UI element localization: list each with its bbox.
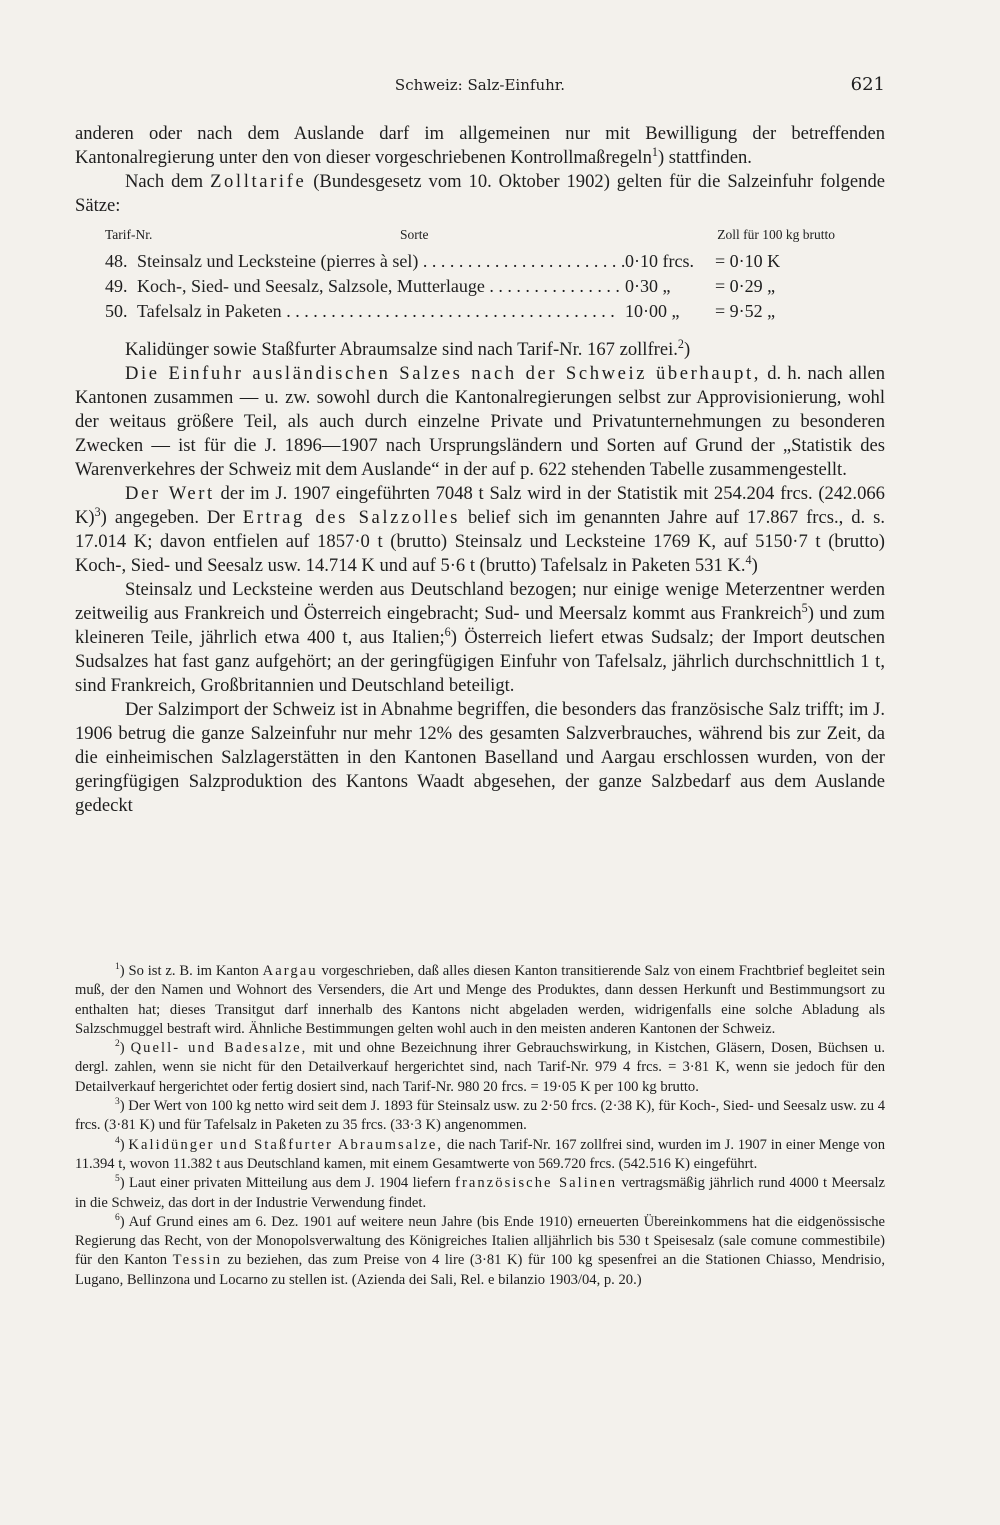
import-text: Der Salzimport der Schweiz ist in Abnahme begriffen, die besonders das französische Salz trifft; im J. 1906 betrug die ganze Salzeinfuhr nur mehr 12% des gesamten Salzverbrauches, während bis zur Zeit, da die einheimischen Salzlagerstätten in den Kantonen Baselland und Aargau erschlossen wurden, von der geringfügigen Salzproduktion des Kantons Waadt abgesehen, der ganze Salzbedarf aus dem Auslande gedeckt	[75, 699, 885, 816]
tariff-frcs: 10·00 „	[625, 301, 680, 321]
tariff-row	[75, 249, 885, 274]
wert-text-c: belief sich im genannten Jahre auf 17.867 frcs., d. s. 17.014 K; davon entfielen auf 1857·0 t (brutto) Steinsalz und Lecksteine 1769 K, auf 5150·7 t (brutto) Koch-, Sied- und Seesalz usw. 14.714 K und auf 5·6 t (brutto) Tafelsalz in Paketen 531 K.	[75, 507, 886, 576]
paragraph-kali	[75, 338, 885, 362]
running-title: Schweiz: Salz-Einfuhr.	[394, 76, 566, 94]
zolltarif-text-b: (Bundesgesetz vom 10. Oktober 1902) gelten für die Salzeinfuhr folgende Sätze:	[75, 171, 885, 216]
footnote-text: Der Wert von 100 kg netto wird seit dem J. 1893 für Steinsalz usw. zu 2·50 frcs. (2·38 K), für Koch-, Sied- und Seesalz usw. zu 4 frcs. (3·81 K) und für Tafelsalz in Paketen zu 35 frcs. (33·3 K) angenommen.	[75, 1098, 885, 1134]
tariff-frcs: 0·10 frcs.	[625, 251, 694, 271]
footnote-mark: 5	[115, 1174, 120, 1185]
footnote-spaced: französische Salinen	[455, 1175, 618, 1192]
footnote-text: Laut einer privaten Mitteilung aus dem J. 1904 liefern	[129, 1175, 456, 1192]
footnote-mark: 3	[115, 1097, 120, 1108]
paragraph-intro	[75, 122, 885, 170]
wert-text-a: der im J. 1907 eingeführten 7048 t Salz wird in der Statistik mit 254.204 frcs. (242.066 K)	[75, 483, 885, 528]
tariff-k: = 9·52 „	[715, 301, 776, 321]
footnote-mark: 6	[115, 1213, 120, 1223]
tariff-k: = 0·29 „	[715, 276, 776, 296]
paragraph-einfuhr	[75, 362, 885, 482]
tariff-row	[75, 299, 885, 324]
footnote: $^4$) Kalidünger und Staßfurter Abraumsalze, die nach Tarif-Nr. 167 zollfrei sind, wurden im J. 1907 in einer Menge von 11.394 t, wovon 11.382 t aus Deutschland kamen, mit einem Gesamtwerte von 569.720 frcs. (542.516 K) eingeführt.	[75, 1135, 885, 1172]
footnote-ref-3: 3	[94, 504, 101, 519]
footnote-text: vertragsmäßig jährlich rund 4000 t Meersalz in die Schweiz, das dort in der Industrie Verwendung findet.	[75, 1175, 885, 1211]
stein-text-c: ) Österreich liefert etwas Sudsalz; der Import deutschen Sudsalzes hat fast ganz aufgehört; an der geringfügigen Einfuhr von Tafelsalz, jährlich durchschnittlich 1 t, sind Frankreich, Großbritannien und Deutschland beteiligt.	[75, 627, 885, 696]
zolltarif-text-a: Nach dem	[125, 171, 211, 192]
footnote-ref-2: 2	[677, 336, 684, 351]
stein-text-a: Steinsalz und Lecksteine werden aus Deutschland bezogen; nur einige wenige Meterzentner werden zeitweilig aus Frankreich und Österreich eingebracht; Sud- und Meersalz kommt aus Frankreich	[75, 579, 885, 624]
footnote-text: zu beziehen, das zum Preise von 4 lire (3·81 K) für 100 kg spesenfrei an die Stationen Chiasso, Mendrisio, Lugano, Bellinzona und Locarno zu stellen ist. (Azienda dei Sali, Rel. e bilanzio 1903/04, p. 20.)	[75, 1252, 885, 1288]
footnote-ref-1: 1	[651, 144, 658, 159]
tariff-k: = 0·10 K	[715, 251, 781, 271]
paragraph-wert	[75, 482, 885, 578]
col-zoll: Zoll für 100 kg brutto	[717, 227, 835, 242]
footnote-ref-4: 4	[745, 552, 752, 567]
paragraph-zolltarif	[75, 170, 885, 218]
tariff-nr: 50.	[105, 301, 128, 321]
footnotes	[75, 962, 885, 1290]
kali-text-end: )	[683, 339, 691, 360]
intro-text: anderen oder nach dem Auslande darf im allgemeinen nur mit Bewilligung der betreffenden Kantonalregierung unter den von dieser vorgeschriebenen Kontrollmaßregeln	[75, 123, 885, 168]
main-text	[75, 122, 885, 818]
wert-text-b: ) angegeben. Der	[100, 507, 243, 528]
paragraph-steinsalz	[75, 578, 885, 698]
wert-text-end: )	[751, 555, 758, 576]
einfuhr-spaced: Die Einfuhr ausländischen Salzes nach der Schweiz überhaupt,	[125, 363, 762, 384]
tariff-sorte: Koch-, Sied- und Seesalz, Salzsole, Mutterlauge . . .	[137, 274, 625, 299]
footnote: $^6$) Auf Grund eines am 6. Dez. 1901 auf weitere neun Jahre (bis Ende 1910) erneuerten Übereinkommens hat die eidgenössische Regierung das Recht, von der Monopolsverwaltung des Königreiches Italien alljährlich bis 530 t Speisesalz (sale comune commestibile) für den Kanton Tessin zu beziehen, das zum Preise von 4 lire (3·81 K) für 100 kg spesenfrei an die Stationen Chiasso, Mendrisio, Lugano, Bellinzona und Locarno zu stellen ist. (Azienda dei Sali, Rel. e bilanzio 1903/04, p. 20.)	[75, 1213, 885, 1288]
paragraph-salzimport	[75, 698, 885, 818]
tariff-sorte: Steinsalz und Lecksteine (pierres à sel) . . .	[137, 249, 625, 274]
tariff-table	[75, 226, 885, 324]
page-number: 621	[850, 74, 885, 95]
footnote-ref-5: 5	[801, 600, 808, 615]
einfuhr-text: d. h. nach allen Kantonen zusammen — u. zw. sowohl durch die Kantonalregierungen selbst zur Approvisionierung, wohl der weitaus größere Teil, als auch durch einzelne Private und Privatunternehmungen zu besonderen Zwecken — ist für die J. 1896—1907 nach Ursprungsländern und Sorten auf Grund der „Statistik des Warenverkehres der Schweiz mit dem Auslande“ in der auf p. 622 stehenden Tabelle zusammengestellt.	[75, 363, 885, 480]
page-header	[75, 76, 885, 100]
zolltarif-spaced: Zolltarife	[210, 171, 307, 192]
footnote-text: Auf Grund eines am 6. Dez. 1901 auf weitere neun Jahre (bis Ende 1910) erneuerten Übereinkommens hat die eidgenössische Regierung das Recht, von der Monopolsverwaltung des Königreiches Italien alljährlich bis 530 t Speisesalz (sale comune commestibile) für den Kanton	[75, 1213, 885, 1269]
footnote-ref-6: 6	[444, 624, 451, 639]
footnote: $^5$) Laut einer privaten Mitteilung aus dem J. 1904 liefern französische Salinen vertragsmäßig jährlich rund 4000 t Meersalz in die Schweiz, das dort in der Industrie Verwendung findet.	[75, 1174, 885, 1211]
footnote-text: die nach Tarif-Nr. 167 zollfrei sind, wurden im J. 1907 in einer Menge von 11.394 t, wovon 11.382 t aus Deutschland kamen, mit einem Gesamtwerte von 569.720 frcs. (542.516 K) eingeführt.	[75, 1136, 885, 1172]
intro-text-end: ) stattfinden.	[657, 147, 752, 168]
ertrag-spaced: Ertrag des Salzzolles	[242, 507, 460, 528]
footnote: $^3$) Der Wert von 100 kg netto wird seit dem J. 1893 für Steinsalz usw. zu 2·50 frcs. (2·38 K), für Koch-, Sied- und Seesalz usw. zu 4 frcs. (3·81 K) und für Tafelsalz in Paketen zu 35 frcs. (33·3 K) angenommen.	[75, 1097, 885, 1134]
tariff-nr: 49.	[105, 276, 128, 296]
footnote-spaced: Kalidünger und Staßfurter Abraumsalze,	[128, 1136, 444, 1153]
footnote-text: So ist z. B. im Kanton	[128, 963, 263, 979]
col-tarif-nr: Tarif-Nr.	[105, 227, 153, 242]
footnote: $^1$) So ist z. B. im Kanton Aargau vorgeschrieben, daß alles diesen Kanton transitierende Salz von einem Frachtbrief begleitet sein muß, der den Namen und Wohnort des Versenders, die Art und Menge des Produktes, dann dessen Herkunft und Bestimmungsort zu enthalten hat; dieses Transitgut darf innerhalb des Kantons nicht abgeladen werden, widrigenfalls eine solche Abladung als Salzschmuggel bestraft wird. Ähnliche Bestimmungen gelten wohl auch in den meisten anderen Kantonen der Schweiz.	[75, 962, 886, 1037]
footnote-spaced: Quell- und Badesalze,	[130, 1040, 308, 1057]
footnote-mark: 4	[115, 1135, 120, 1146]
wert-spaced: Der Wert	[125, 483, 215, 504]
footnote-text: mit und ohne Bezeichnung ihrer Gebrauchswirkung, in Kistchen, Gläsern, Dosen, Büchsen u. dergl. zahlen, wenn sie nicht für den Detailverkauf hergerichtet sind, nach Tarif-Nr. 979 4 frcs. = 3·81 K, wenn sie jedoch für den Detailverkauf hergerichtet oder fertig dosiert sind, nach Tarif-Nr. 980 20 frcs. = 19·05 K per 100 kg brutto.	[75, 1040, 885, 1095]
footnote: $^2$) Quell- und Badesalze, mit und ohne Bezeichnung ihrer Gebrauchswirkung, in Kistchen, Gläsern, Dosen, Büchsen u. dergl. zahlen, wenn sie nicht für den Detailverkauf hergerichtet sind, nach Tarif-Nr. 979 4 frcs. = 3·81 K, wenn sie jedoch für den Detailverkauf hergerichtet oder fertig dosiert sind, nach Tarif-Nr. 980 20 frcs. = 19·05 K per 100 kg brutto.	[75, 1039, 885, 1095]
footnote-mark: 2	[115, 1039, 120, 1050]
tariff-header	[75, 226, 885, 244]
tariff-frcs: 0·30 „	[625, 276, 671, 296]
footnote-text: vorgeschrieben, daß alles diesen Kanton transitierende Salz von einem Frachtbrief begleitet sein muß, der den Namen und Wohnort des Versenders, die Art und Menge des Produktes, dann dessen Herkunft und Bestimmungsort zu enthalten hat; dieses Transitgut darf innerhalb des Kantons nicht abgeladen werden, widrigenfalls eine solche Abladung als Salzschmuggel bestraft wird. Ähnliche Bestimmungen gelten wohl auch in den meisten anderen Kantonen der Schweiz.	[75, 963, 886, 1037]
footnote-spaced: Aargau	[262, 963, 318, 979]
tariff-nr: 48.	[105, 251, 128, 271]
footnote-spaced: Tessin	[172, 1252, 222, 1269]
tariff-sorte: Tafelsalz in Paketen . . .	[137, 299, 625, 324]
col-sorte: Sorte	[400, 227, 429, 242]
kali-text: Kalidünger sowie Staßfurter Abraumsalze sind nach Tarif-Nr. 167 zollfrei.	[125, 339, 678, 360]
stein-text-b: ) und zum kleineren Teile, jährlich etwa 400 t, aus Italien;	[75, 603, 885, 648]
tariff-row	[75, 274, 885, 299]
footnote-mark: 1	[115, 962, 120, 973]
